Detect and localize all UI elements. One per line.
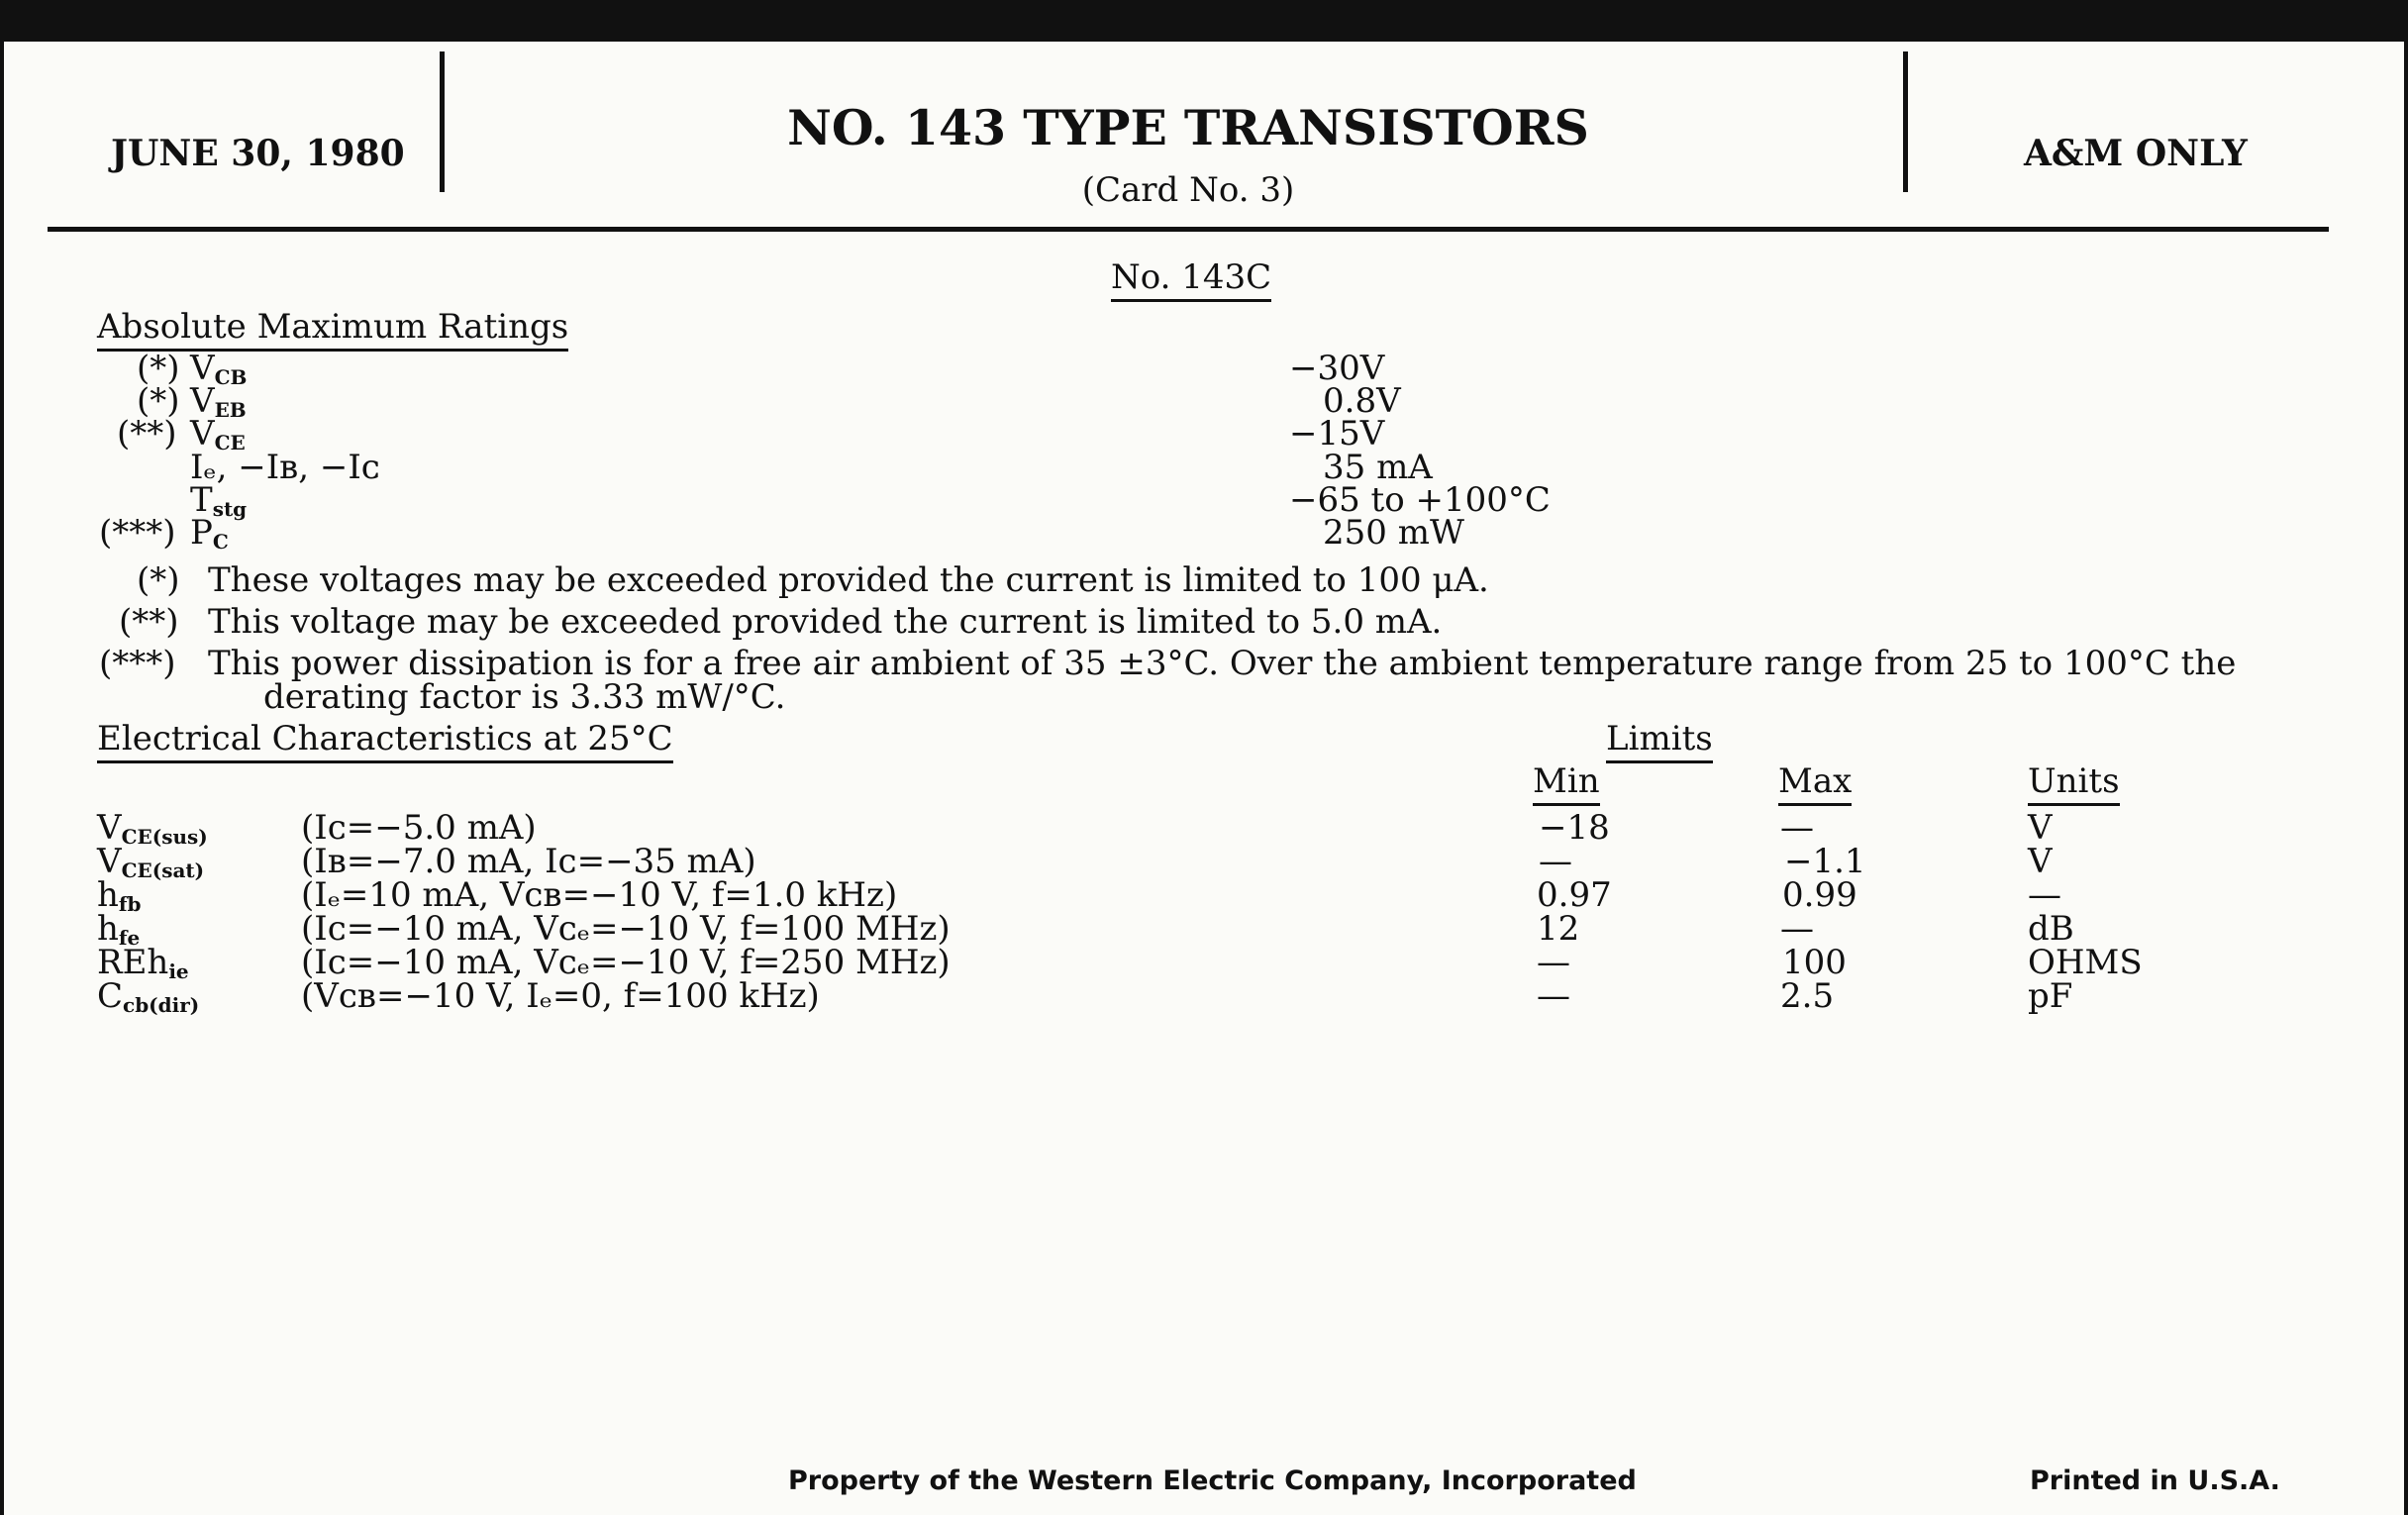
units-value: OHMS bbox=[2028, 943, 2143, 982]
col-min: Min bbox=[1533, 761, 1600, 806]
rating-param: $T_{stg}$ bbox=[190, 480, 248, 521]
min-value: 12 bbox=[1537, 909, 1580, 949]
rating-note: (*) bbox=[137, 381, 180, 421]
limits-label: Limits bbox=[1606, 719, 1713, 763]
param-symbol: $h_{fe}$ bbox=[97, 909, 141, 950]
rating-param: $V_{CE}$ bbox=[190, 414, 246, 454]
printed-notice: Printed in U.S.A. bbox=[2030, 1465, 2280, 1496]
rating-param: $V_{CB}$ bbox=[190, 349, 248, 389]
rating-param: Iₑ, −Iʙ, −Iᴄ bbox=[190, 448, 380, 487]
test-condition: (Iᴄ=−10 mA, Vᴄₑ=−10 V, f=100 MHz) bbox=[301, 909, 951, 949]
header-rule bbox=[48, 227, 2329, 232]
header-divider-right bbox=[1903, 51, 1908, 192]
max-value: 0.99 bbox=[1782, 875, 1857, 915]
units-value: pF bbox=[2028, 976, 2073, 1016]
footnote-mark: (**) bbox=[119, 602, 179, 642]
rating-value: 35 mA bbox=[1323, 448, 1433, 487]
col-max: Max bbox=[1778, 761, 1852, 806]
restriction-label: A&M ONLY bbox=[2024, 133, 2248, 174]
footnote-continuation: derating factor is 3.33 mW/°C. bbox=[263, 677, 786, 717]
footnote-mark: (***) bbox=[99, 644, 176, 683]
test-condition: (Iₑ=10 mA, Vᴄʙ=−10 V, f=1.0 kHz) bbox=[301, 875, 898, 915]
max-value: 100 bbox=[1782, 943, 1847, 982]
units-value: — bbox=[2028, 875, 2061, 915]
rating-value: −15V bbox=[1289, 414, 1385, 454]
units-value: V bbox=[2028, 842, 2053, 881]
units-value: dB bbox=[2028, 909, 2074, 949]
card-subtitle: (Card No. 3) bbox=[1081, 170, 1295, 210]
col-units: Units bbox=[2028, 761, 2120, 806]
min-value: −18 bbox=[1539, 808, 1610, 848]
footnote-text: This power dissipation is for a free air ambient of 35 ±3°C. Over the ambient temperature range from 25 to 100°C the bbox=[208, 644, 2237, 683]
param-symbol: $C_{cb(dir)}$ bbox=[97, 976, 200, 1017]
test-condition: (Iᴄ=−5.0 mA) bbox=[301, 808, 537, 848]
footnote-text: This voltage may be exceeded provided the current is limited to 5.0 mA. bbox=[208, 602, 1443, 642]
rating-note: (*) bbox=[137, 349, 180, 388]
test-condition: (Vᴄʙ=−10 V, Iₑ=0, f=100 kHz) bbox=[301, 976, 820, 1016]
rating-note: (**) bbox=[117, 414, 177, 454]
test-condition: (Iʙ=−7.0 mA, Iᴄ=−35 mA) bbox=[301, 842, 756, 881]
card-date: JUNE 30, 1980 bbox=[111, 133, 405, 174]
rating-value: −30V bbox=[1289, 349, 1385, 388]
property-notice: Property of the Western Electric Company, Incorporated bbox=[788, 1465, 1637, 1496]
rating-param: $V_{EB}$ bbox=[190, 381, 247, 422]
rating-value: 250 mW bbox=[1323, 513, 1464, 553]
units-value: V bbox=[2028, 808, 2053, 848]
rating-value: −65 to +100°C bbox=[1289, 480, 1551, 520]
rating-value: 0.8V bbox=[1323, 381, 1401, 421]
reference-card bbox=[4, 42, 2404, 1515]
rating-note: (***) bbox=[99, 513, 176, 553]
max-value: 2.5 bbox=[1780, 976, 1835, 1016]
max-value: −1.1 bbox=[1784, 842, 1866, 881]
max-value: — bbox=[1780, 808, 1814, 848]
max-value: — bbox=[1780, 909, 1814, 949]
param-symbol: REh$_{ie}$ bbox=[97, 943, 189, 983]
footnote-mark: (*) bbox=[137, 560, 180, 600]
card-title: NO. 143 TYPE TRANSISTORS bbox=[787, 99, 1589, 156]
footnote-text: These voltages may be exceeded provided the current is limited to 100 μA. bbox=[208, 560, 1489, 600]
min-value: — bbox=[1537, 943, 1570, 982]
param-symbol: $V_{CE(sat)}$ bbox=[97, 842, 205, 882]
rating-param: $P_C$ bbox=[190, 513, 229, 554]
min-value: — bbox=[1537, 976, 1570, 1016]
min-value: 0.97 bbox=[1537, 875, 1612, 915]
test-condition: (Iᴄ=−10 mA, Vᴄₑ=−10 V, f=250 MHz) bbox=[301, 943, 951, 982]
min-value: — bbox=[1539, 842, 1572, 881]
ratings-heading: Absolute Maximum Ratings bbox=[97, 307, 568, 352]
electrical-heading: Electrical Characteristics at 25°C bbox=[97, 719, 673, 763]
param-symbol: $h_{fb}$ bbox=[97, 875, 142, 916]
param-symbol: $V_{CE(sus)}$ bbox=[97, 808, 208, 849]
device-number: No. 143C bbox=[1111, 257, 1271, 302]
